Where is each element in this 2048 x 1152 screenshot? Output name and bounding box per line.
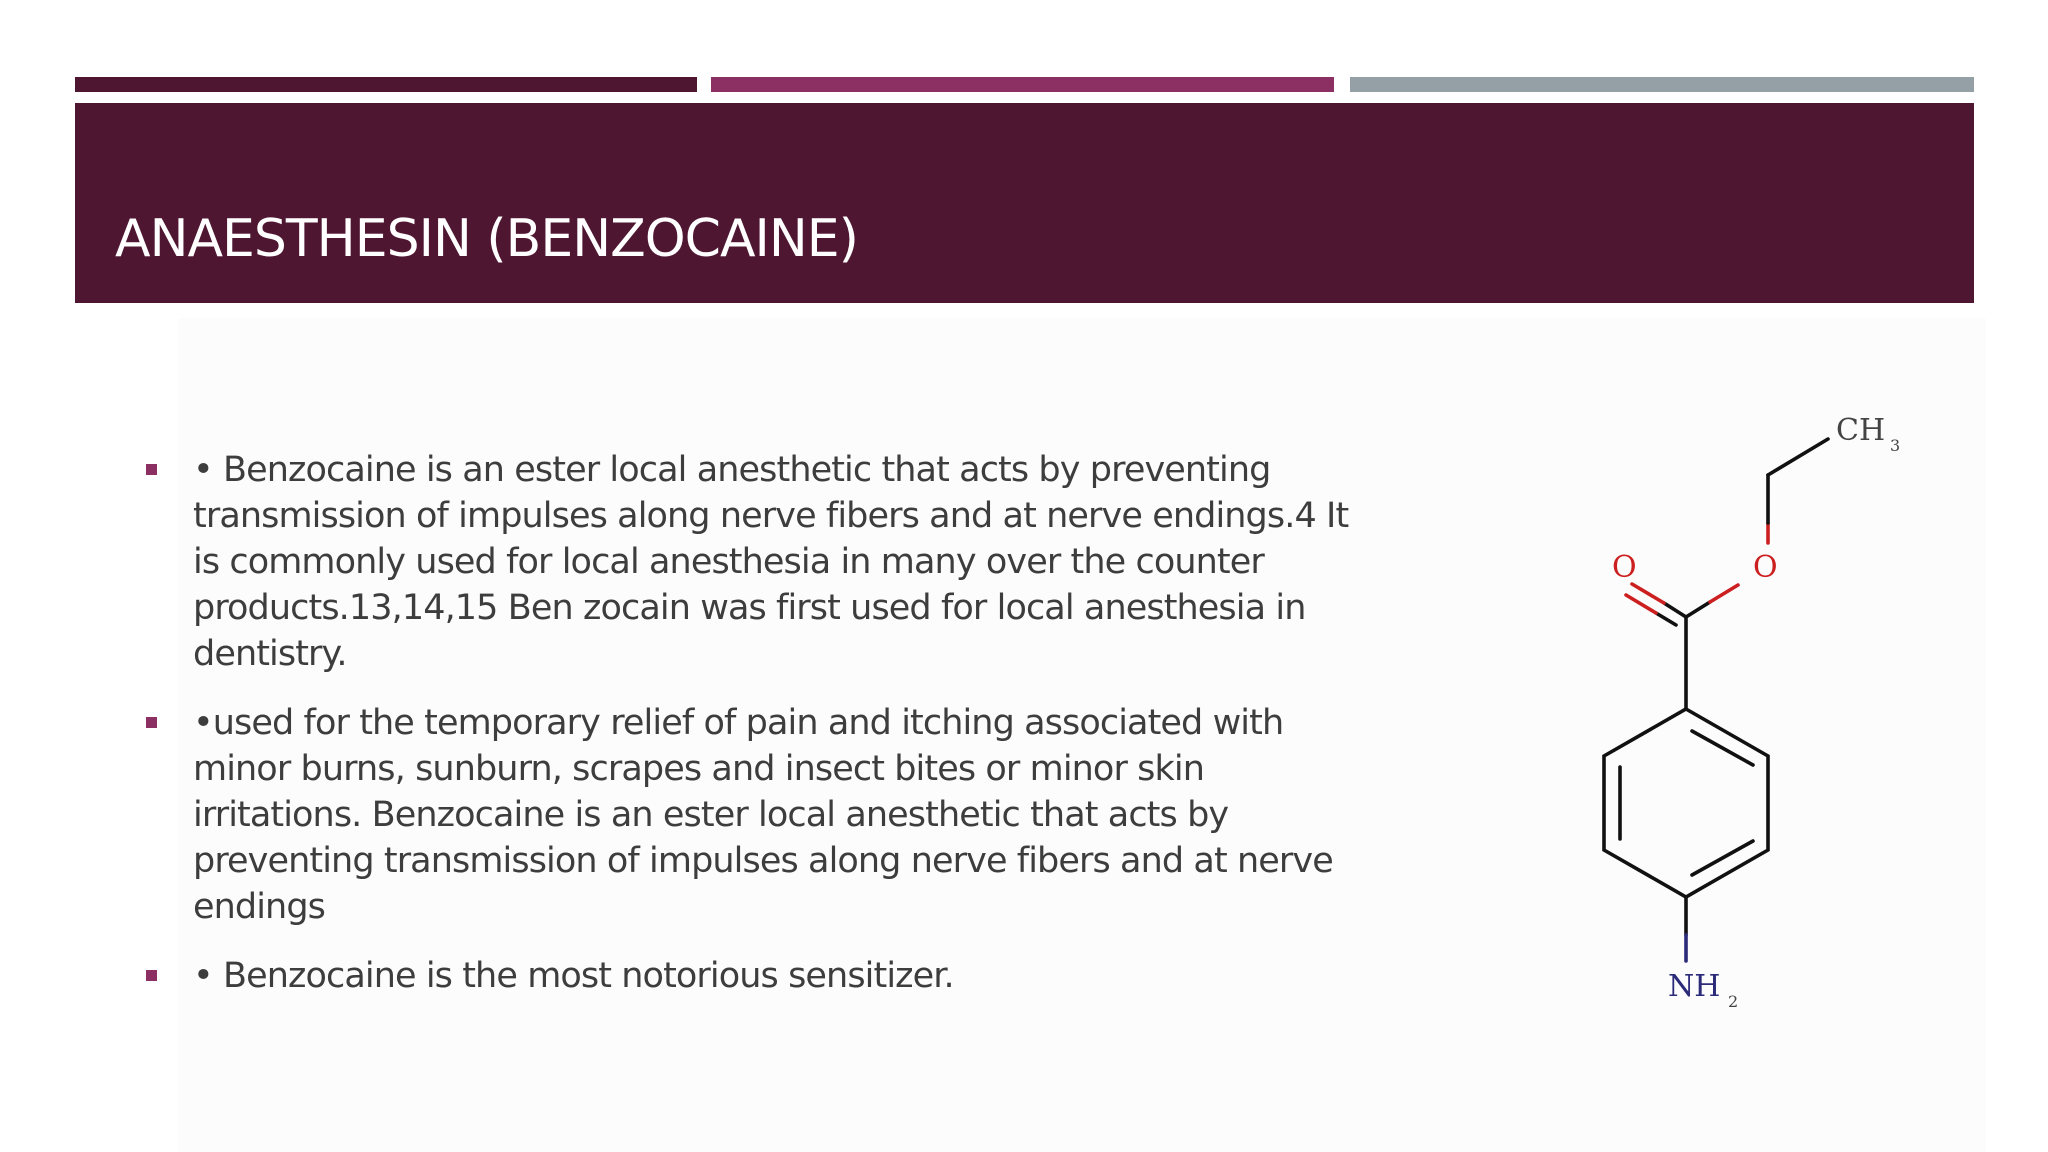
methyl-subscript: 3 [1890,436,1901,455]
ester-oxygen-label: O [1753,550,1778,585]
accent-bar-gray [1350,77,1974,92]
bullet-text: • Benzocaine is an ester local anesthetic that acts by preventing transmission of impulses along nerve fibers and at nerve endings.4 It is commonly used for local anesthesia in many over the counter products.13,14,15 Ben zocain was first used for local anesthesia in dentistry. [193,450,1349,674]
title-banner [75,103,1974,303]
bullet-text: • Benzocaine is the most notorious sensitizer. [193,956,954,996]
accent-bar-dark [75,77,697,92]
square-bullet-icon [146,717,157,728]
bullet-item [140,700,1370,930]
bullet-item [140,447,1370,677]
slide-title: ANAESTHESIN (BENZOCAINE) [115,209,858,269]
amine-subscript: 2 [1728,992,1739,1011]
carbonyl-oxygen-label: O [1612,550,1637,585]
ethyl-chain [1768,439,1828,543]
ester-oxygen-bond [1686,585,1738,617]
benzene-ring [1604,709,1768,897]
bullet-list [140,447,1370,1022]
square-bullet-icon [146,464,157,475]
square-bullet-icon [146,970,157,981]
benzocaine-structure-diagram [1560,395,1940,1035]
bullet-item [140,953,1370,999]
accent-bar-magenta [711,77,1334,92]
amine-label: NH [1668,969,1721,1004]
bullet-text: •used for the temporary relief of pain and itching associated with minor burns, sunburn, scrapes and insect bites or minor skin irritations. Benzocaine is an ester local anesthetic that acts by preventing transmission of impulses along nerve fibers and at nerve endings [193,703,1333,927]
carbonyl-double-bond [1626,584,1686,625]
methyl-label: CH [1836,413,1886,448]
